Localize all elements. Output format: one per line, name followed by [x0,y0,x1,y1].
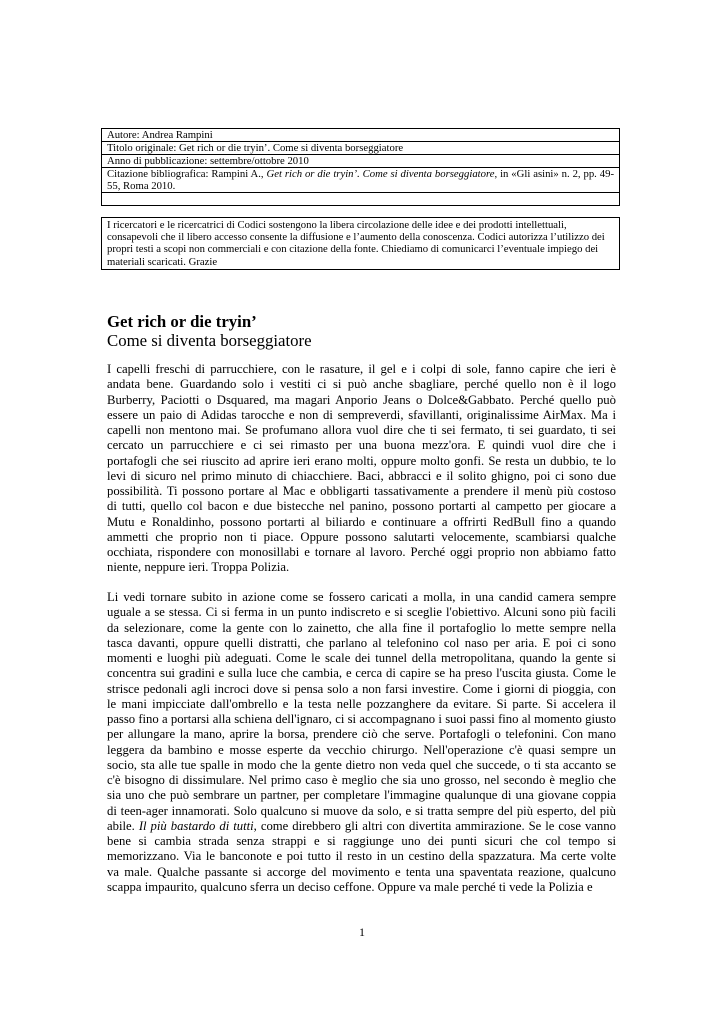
notice-line: propri testi a scopi non commerciali e con citazione della fonte. Chiediamo di comunicarci l’eventuale impiego dei [107,243,599,256]
paragraph-2 [107,590,616,895]
citation-line-2: 55, Roma 2010. [107,180,176,192]
metadata-table [101,128,620,206]
text-line: strisce pedonali agli incroci dove si pensa solo a non farsi investire. Come i giorni di pioggia, con [107,681,616,696]
article-subtitle: Come si diventa borseggiatore [107,331,312,350]
metadata-row-original-title [102,141,619,154]
metadata-line [107,155,614,167]
text-line: cercato un parrucchiere e ci sei rimasto per una buona mezz'ora. E quindi vuol dire che i [107,438,616,453]
text-line: ammetti che proprio non ti piace. Oppure possono salutarti velocemente, scambiarsi qualche [107,529,616,544]
metadata-label: Citazione bibliografica: [107,168,209,180]
text-line: occhiata, rispondere con monosillabi e tornare al lavoro. Perché oggi proprio non abbiamo fatto [107,545,616,559]
metadata-value: settembre/ottobre 2010 [210,155,309,167]
text-line: momenti e luoghi più adeguati. Come le scale dei tunnel della metropolitana, quando la gente si [107,651,616,665]
metadata-line [107,129,614,141]
metadata-label: Autore: [107,129,140,141]
notice-box [101,217,620,270]
article-title: Get rich or die tryin’ [107,312,257,331]
metadata-row-empty [102,192,619,205]
citation-author: Rampini A., [211,168,264,180]
text-line: Burberry, Paciotti o Dsquared, ma magari Anporio Jeans o Dolce&Gabbato. Perché quello può [107,392,616,407]
text-line: essere un paio di Adidas tarocche e non di sempreverdi, sfavillanti, originalissime AirMax. Ma i [107,407,616,422]
metadata-row-author [102,129,619,141]
text-line: andata bene. Guardando solo i vestiti ci si può anche sbagliare, perché quello non è il logo [107,377,616,392]
paragraph-1 [107,362,616,576]
metadata-line [107,142,614,154]
text-line: da selezionare, come la gente con lo zainetto, che alla fine il portafoglio lo mette sempre nella [107,620,616,635]
text-line: uguale a se stessa. Ci si ferma in un punto indiscreto e si sceglie l'obiettivo. Alcuni sono più facili [107,605,616,620]
text-line: va male. Qualche passante si accorge del movimento e tenta una spaventata reazione, qualcuno [107,864,616,879]
text-line: levi di sicuro nel primo minuto di chiacchiere. Baci, abbracci e il solito ghigno, poi ci sono due [107,468,616,483]
text-segment: abile. [107,818,139,833]
article-heading [107,312,616,350]
metadata-row-citation [102,167,619,192]
page-number: 1 [359,925,365,939]
citation-title-italic: Get rich or die tryin’. Come si diventa borseggiatore [266,168,495,180]
text-line: I capelli freschi di parrucchiere, con le rasature, il gel e i colpi di sole, fanno capire che ieri è [107,362,616,376]
metadata-label: Titolo originale: [107,142,177,154]
text-line [107,819,616,834]
text-line: possibilità. Ti possono portare al Mac e obbligarti tassativamente a prendere il menù più costoso [107,484,616,498]
notice-line: consapevoli che il libero accesso consente la diffusione e l’aumento della conoscenza. Codici autorizza l’utilizzo dei [107,231,605,244]
metadata-row-publication-year [102,154,619,167]
text-line: socio, sta alle tue spalle in modo che la gente dietro non veda quel che succede, o ti sta accanto se [107,757,616,772]
citation-source: , in «Gli asini» n. 2, pp. 49- [494,168,615,180]
text-segment: , come direbbero gli altri con divertita ammirazione. Se le cose vanno [253,818,616,833]
text-line: c'è bisogno di dissimulare. Nel primo caso è meglio che sia uno grosso, nel secondo è meglio che [107,773,616,787]
text-line: di teen-ager innamorati. Solo qualcuno si muove da solo, e si tratta sempre del più esperto, del più [107,803,616,818]
text-line: concentra sui gradini e sulla luce che cambia, e cerca di capire se ha preso l'uscita giusta. Come le [107,666,616,681]
notice-line: I ricercatori e le ricercatrici di Codici sostengono la libera circolazione delle idee e dei prodotti intellettuali, [107,219,567,231]
text-line: leggera da bambino e mosse esperte da vecchio chirurgo. Nell'operazione c'è quasi sempre un [107,742,616,757]
notice-line: materiali scaricati. Grazie [107,255,218,268]
text-line: niente, neppure ieri. Troppa Polizia. [107,560,290,575]
text-line: di tutti, quello col bacon e due bistecche nel panino, possono portarti al campetto per giocare a [107,499,616,514]
text-line: bene si cambia strada senza strappi e si raggiunge uno dei punti sicuri che col tempo si [107,834,616,848]
text-line: portafogli che sei riuscito ad aprire ieri erano molti, oppure molto gonfi. Se resta un dubbio, te lo [107,453,616,468]
text-line: Li vedi tornare subito in azione come se fossero caricati a molla, in una candid camera sempre [107,590,616,604]
italic-phrase: Il più bastardo di tutti [138,818,254,833]
text-line: scappa impaurito, qualcuno sferra un deciso ceffone. Oppure va male perché ti vede la Polizia e [107,879,593,894]
text-line: Mutu e Ronaldinho, possono portarti al biliardo e continuare a offrirti RedBull fino a quando [107,514,616,529]
text-line: le mani impicciate dall'ombrello e la testa nelle pozzanghere da evitare. Si parte. Si accelera il [107,696,616,711]
text-line: passo fino a portarsi alla schiena dell'ignaro, ci si accompagnano i suoi passi fino al momento giusto [107,712,616,726]
metadata-value: Get rich or die tryin’. Come si diventa borseggiatore [179,142,404,154]
metadata-value: Andrea Rampini [141,129,213,141]
text-line: memorizzano. Via le banconote e poi tutto il resto in un cestino della spazzatura. Ma certe volte [107,849,616,864]
metadata-label: Anno di pubblicazione: [107,155,208,167]
citation-line-1 [107,168,614,180]
text-line: capelli non mentono mai. Se profumano allora vuol dire che ti sei fermato, ti sei guardato, ti sei [107,423,616,437]
text-line: per allungare la mano, aprire la borsa, prendere ciò che serve. Portafogli o telefonini. Con mano [107,727,616,742]
text-line: sia uno che può sembrare un partner, per completare l'immagine qualunque di una giovane coppia [107,788,616,803]
text-line: tasca davanti, oppure quelli distratti, che parlano al telefonino col naso per aria. E poi ci sono [107,635,616,650]
